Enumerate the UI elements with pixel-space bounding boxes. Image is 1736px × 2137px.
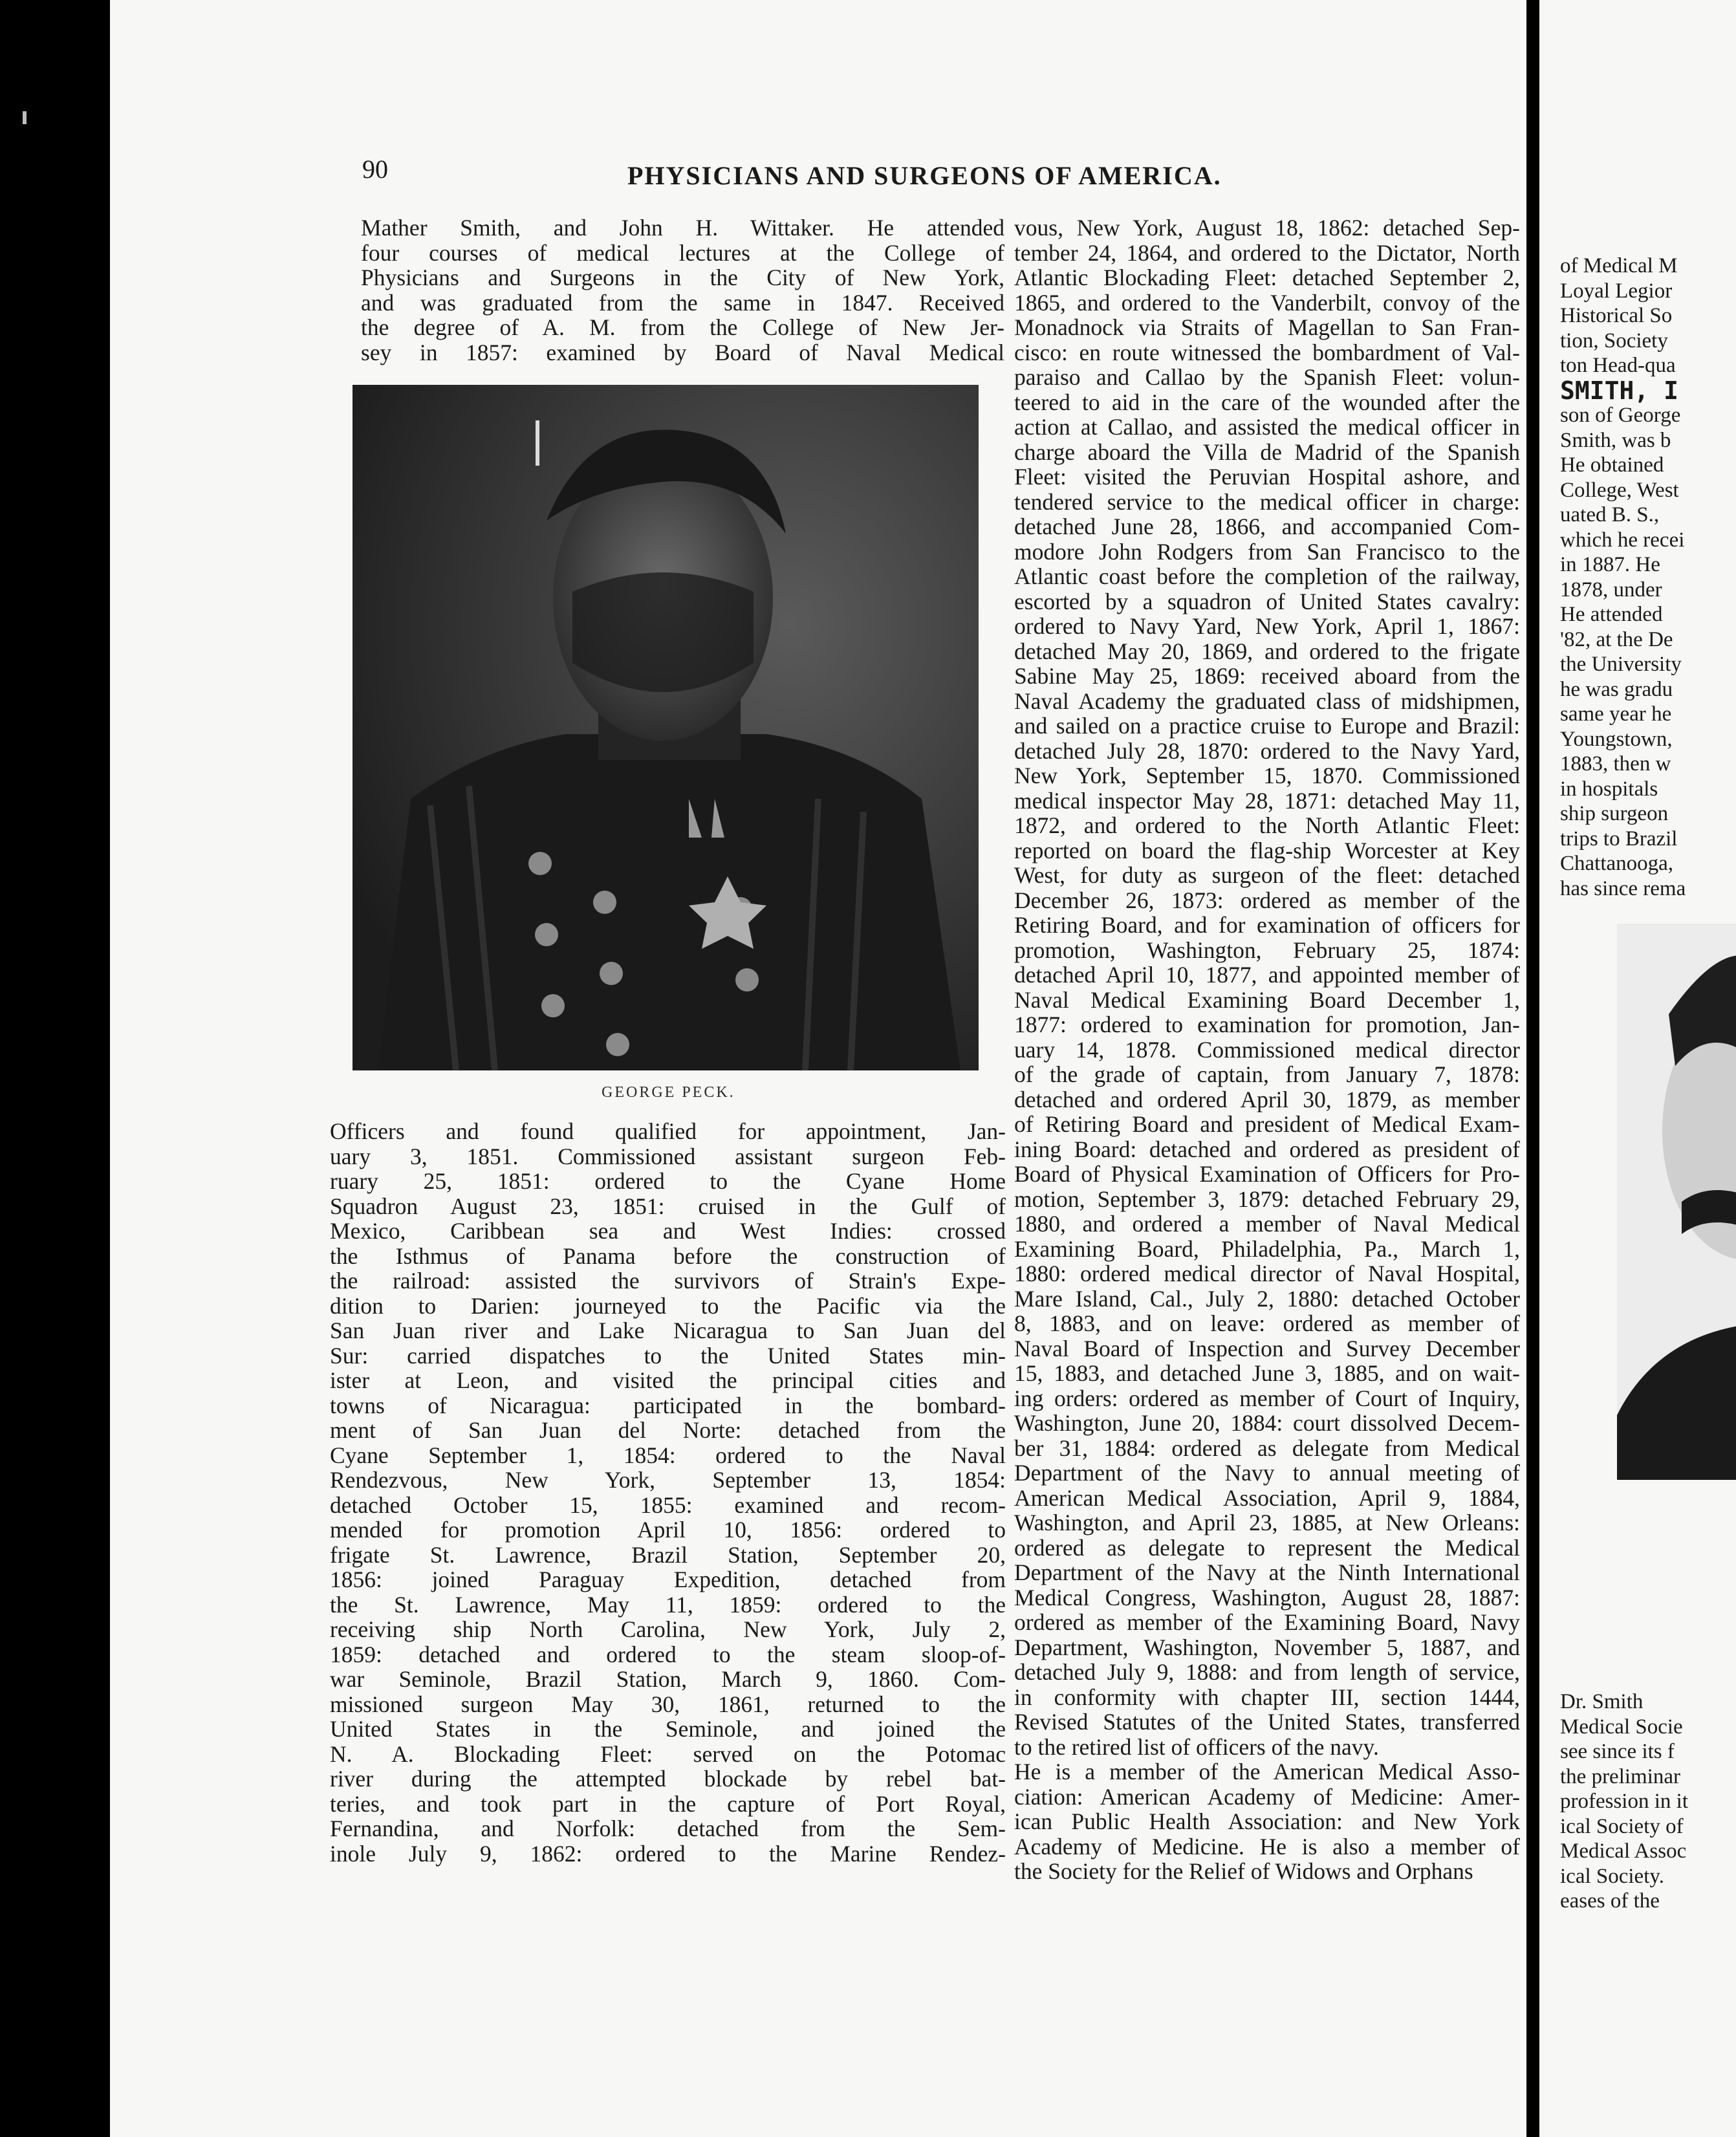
text-line: same year he (1560, 702, 1672, 726)
text-line: Retiring Board, and for examination of officers for (1014, 912, 1520, 938)
text-line: 1880, and ordered a member of Naval Medical (1014, 1211, 1520, 1237)
text-line: Washington, and April 23, 1885, at New Orleans: (1014, 1510, 1520, 1535)
text-line: which he recei (1560, 528, 1685, 552)
text-line: Dr. Smith (1560, 1690, 1644, 1713)
text-line: ican Public Health Association: and New York (1014, 1808, 1520, 1834)
text-line: Atlantic Blockading Fleet: detached September 2, (1014, 265, 1520, 290)
text-line: Naval Board of Inspection and Survey December (1014, 1335, 1520, 1361)
text-line: 1872, and ordered to the North Atlantic Fleet: (1014, 812, 1520, 838)
text-line: Officers and found qualified for appointment, Jan- (330, 1118, 1006, 1144)
text-line: sey in 1857: examined by Board of Naval Medical (361, 339, 1004, 365)
text-line: teered to aid in the care of the wounded after the (1014, 389, 1520, 415)
text-line: detached and ordered April 30, 1879, as member (1014, 1086, 1520, 1112)
text-line: motion, September 3, 1879: detached February 29, (1014, 1186, 1520, 1212)
text-line: ining Board: detached and ordered as president of (1014, 1136, 1520, 1162)
text-line: inole July 9, 1862: ordered to the Marine Rendez- (330, 1840, 1006, 1867)
text-line: 1859: detached and ordered to the steam sloop-of- (330, 1641, 1006, 1667)
text-line: of Medical M (1560, 254, 1678, 277)
text-line: ing orders: ordered as member of Court of Inquiry, (1014, 1385, 1520, 1411)
text-line: Cyane September 1, 1854: ordered to the Naval (330, 1442, 1006, 1468)
text-line: ordered as member of the Examining Board, Navy (1014, 1609, 1520, 1635)
left-column-top-text (361, 215, 1004, 365)
text-line: tendered service to the medical officer in charge: (1014, 488, 1520, 515)
text-line: and sailed on a practice cruise to Europe and Brazil: (1014, 713, 1520, 739)
text-line: the University (1560, 653, 1682, 676)
text-line: ment of San Juan del Norte: detached from the (330, 1417, 1006, 1443)
text-line: to the retired list of officers of the navy. (1014, 1733, 1379, 1760)
text-line: detached May 20, 1869, and ordered to the frigate (1014, 638, 1520, 664)
text-line: eases of the (1560, 1889, 1660, 1913)
text-line: Atlantic coast before the completion of the railway, (1014, 563, 1520, 589)
text-line: promotion, Washington, February 25, 1874: (1014, 937, 1520, 963)
text-line: detached June 28, 1866, and accompanied Com- (1014, 514, 1520, 539)
scan-margin-mark (23, 111, 27, 124)
text-line: 1865, and ordered to the Vanderbilt, convoy of the (1014, 289, 1520, 316)
text-line: action at Callao, and assisted the medical officer in (1014, 414, 1520, 440)
text-line: United States in the Seminole, and joined the (330, 1716, 1006, 1742)
text-line: in hospitals (1560, 777, 1658, 801)
text-line: ordered to Navy Yard, New York, April 1, 1867: (1014, 613, 1520, 639)
text-line: He attended (1560, 603, 1663, 626)
text-line: Mare Island, Cal., July 2, 1880: detached October (1014, 1285, 1520, 1312)
text-line: Physicians and Surgeons in the City of New York, (361, 265, 1004, 290)
text-line: reported on board the flag-ship Worcester at Key (1014, 837, 1520, 863)
text-line: 15, 1883, and detached June 3, 1885, and on wait- (1014, 1360, 1520, 1386)
text-line: modore John Rodgers from San Francisco to the (1014, 538, 1520, 565)
portrait-smith (1617, 924, 1736, 1480)
text-line: Department of the Navy to annual meeting of (1014, 1460, 1520, 1486)
text-line: Historical So (1560, 304, 1673, 327)
text-line: mended for promotion April 10, 1856: ordered to (330, 1517, 1006, 1543)
text-line: of the grade of captain, from January 7, 1878: (1014, 1061, 1520, 1087)
text-line: the St. Lawrence, May 11, 1859: ordered to the (330, 1591, 1006, 1618)
text-line: of Retiring Board and president of Medical Exam- (1014, 1111, 1520, 1137)
text-line: the Society for the Relief of Widows and Orphans (1014, 1858, 1473, 1884)
text-line: Medical Socie (1560, 1715, 1683, 1739)
text-line: Chattanooga, (1560, 852, 1674, 875)
text-line: San Juan river and Lake Nicaragua to San Juan del (330, 1318, 1006, 1343)
text-line: he was gradu (1560, 677, 1673, 701)
text-line: the degree of A. M. from the College of New Jer- (361, 314, 1004, 340)
text-line: He obtained (1560, 453, 1664, 477)
text-line: ciation: American Academy of Medicine: Amer- (1014, 1783, 1520, 1810)
text-line: Medical Assoc (1560, 1839, 1687, 1863)
text-line: charge aboard the Villa de Madrid of the Spanish (1014, 439, 1520, 465)
text-line: paraiso and Callao by the Spanish Fleet: volun- (1014, 364, 1520, 390)
text-line: ton Head-qua (1560, 354, 1676, 377)
text-line: Squadron August 23, 1851: cruised in the Gulf of (330, 1193, 1006, 1219)
text-line: river during the attempted blockade by rebel bat- (330, 1766, 1006, 1792)
text-line: the Isthmus of Panama before the construction of (330, 1242, 1006, 1269)
text-line: the railroad: assisted the survivors of Strain's Expe- (330, 1268, 1006, 1294)
text-line: detached October 15, 1855: examined and recom- (330, 1492, 1006, 1518)
text-line: SMITH, I (1560, 376, 1679, 405)
text-line: profession in it (1560, 1790, 1688, 1813)
text-line: Academy of Medicine. He is also a member of (1014, 1833, 1520, 1860)
text-line: 1883, then w (1560, 752, 1671, 776)
text-line: American Medical Association, April 9, 1884, (1014, 1484, 1520, 1511)
right-page (1539, 0, 1736, 2137)
left-page (110, 0, 1526, 2137)
text-line: medical inspector May 28, 1871: detached May 11, (1014, 787, 1520, 814)
middle-column-text (1014, 215, 1520, 1884)
page-number: 90 (362, 155, 388, 184)
text-line: teries, and took part in the capture of Port Royal, (330, 1790, 1006, 1817)
text-line: ber 31, 1884: ordered as delegate from Medical (1014, 1435, 1520, 1461)
text-line: cisco: en route witnessed the bombardment of Val- (1014, 339, 1520, 365)
text-line: tember 24, 1864, and ordered to the Dictator, North (1014, 239, 1520, 266)
text-line: Mather Smith, and John H. Wittaker. He attended (361, 215, 1004, 241)
text-line: Department, Washington, November 5, 1887, and (1014, 1634, 1520, 1660)
text-line: ruary 25, 1851: ordered to the Cyane Home (330, 1168, 1006, 1194)
text-line: Mexico, Caribbean sea and West Indies: crossed (330, 1218, 1006, 1244)
text-line: College, West (1560, 478, 1679, 502)
text-line: Fernandina, and Norfolk: detached from the Sem- (330, 1816, 1006, 1841)
text-line: December 26, 1873: ordered as member of the (1014, 887, 1520, 913)
text-line: Board of Physical Examination of Officers for Pro- (1014, 1161, 1520, 1187)
text-line: missioned surgeon May 30, 1861, returned to the (330, 1691, 1006, 1717)
running-head: PHYSICIANS AND SURGEONS OF AMERICA. (627, 161, 1222, 190)
text-line: uated B. S., (1560, 503, 1660, 526)
text-line: He is a member of the American Medical Asso- (1014, 1759, 1520, 1784)
text-line: N. A. Blockading Fleet: served on the Potomac (330, 1741, 1006, 1767)
text-line: Monadnock via Straits of Magellan to San Fran- (1014, 314, 1520, 340)
text-line: New York, September 15, 1870. Commissioned (1014, 763, 1520, 788)
text-line: Rendezvous, New York, September 13, 1854: (330, 1467, 1006, 1493)
text-line: vous, New York, August 18, 1862: detached Sep- (1014, 215, 1520, 241)
text-line: ical Society of (1560, 1814, 1684, 1838)
portrait-caption: GEORGE PECK. (602, 1084, 735, 1101)
text-line: ister at Leon, and visited the principal cities and (330, 1367, 1006, 1393)
text-line: 1877: ordered to examination for promotion, Jan- (1014, 1012, 1520, 1037)
text-line: '82, at the De (1560, 627, 1673, 651)
text-line: in conformity with chapter III, section 1444, (1014, 1684, 1520, 1710)
text-line: Loyal Legior (1560, 279, 1673, 303)
text-line: ordered as delegate to represent the Medical (1014, 1534, 1520, 1561)
text-line: Sur: carried dispatches to the United States min- (330, 1342, 1006, 1369)
text-line: Naval Academy the graduated class of midshipmen, (1014, 688, 1520, 714)
text-line: Smith, was b (1560, 428, 1671, 452)
text-line: uary 14, 1878. Commissioned medical director (1014, 1036, 1520, 1063)
text-line: has since rema (1560, 876, 1686, 900)
text-line: 1856: joined Paraguay Expedition, detached from (330, 1567, 1006, 1592)
text-line: Department of the Navy at the Ninth International (1014, 1559, 1520, 1585)
text-line: Washington, June 20, 1884: court dissolved Decem- (1014, 1410, 1520, 1436)
text-line: Examining Board, Philadelphia, Pa., March 1, (1014, 1235, 1520, 1262)
text-line: the preliminar (1560, 1764, 1681, 1788)
text-line: uary 3, 1851. Commissioned assistant surgeon Feb- (330, 1143, 1006, 1169)
text-line: ship surgeon (1560, 802, 1669, 825)
text-line: and was graduated from the same in 1847. Received (361, 289, 1004, 316)
text-line: 8, 1883, and on leave: ordered as member of (1014, 1310, 1520, 1336)
text-line: ical Society. (1560, 1864, 1664, 1888)
text-line: son of George (1560, 404, 1681, 427)
text-line: trips to Brazil (1560, 827, 1678, 851)
text-line: Fleet: visited the Peruvian Hospital ashore, and (1014, 464, 1520, 490)
text-line: four courses of medical lectures at the College of (361, 239, 1004, 266)
text-line: see since its f (1560, 1740, 1675, 1763)
text-line: Sabine May 25, 1869: received aboard from the (1014, 663, 1520, 689)
text-line: detached July 9, 1888: and from length of service, (1014, 1659, 1520, 1685)
text-line: escorted by a squadron of United States cavalry: (1014, 588, 1520, 614)
text-line: in 1887. He (1560, 553, 1660, 576)
text-line: detached July 28, 1870: ordered to the Navy Yard, (1014, 737, 1520, 764)
text-line: Medical Congress, Washington, August 28, 1887: (1014, 1584, 1520, 1611)
text-line: 1878, under (1560, 578, 1662, 602)
text-line: Revised Statutes of the United States, transferred (1014, 1709, 1520, 1735)
text-line: frigate St. Lawrence, Brazil Station, September 20, (330, 1541, 1006, 1568)
text-line: dition to Darien: journeyed to the Pacific via the (330, 1292, 1006, 1319)
text-line: Youngstown, (1560, 727, 1673, 751)
text-line: tion, Society (1560, 329, 1668, 353)
left-column-bottom-text (330, 1119, 1006, 1866)
text-line: receiving ship North Carolina, New York, July 2, (330, 1616, 1006, 1642)
text-line: war Seminole, Brazil Station, March 9, 1860. Com- (330, 1666, 1006, 1692)
text-line: towns of Nicaragua: participated in the bombard- (330, 1392, 1006, 1418)
text-line: detached April 10, 1877, and appointed member of (1014, 962, 1520, 988)
text-line: West, for duty as surgeon of the fleet: detached (1014, 862, 1520, 888)
text-line: 1880: ordered medical director of Naval Hospital, (1014, 1261, 1520, 1286)
text-line: Naval Medical Examining Board December 1, (1014, 986, 1520, 1013)
portrait-george-peck (353, 385, 979, 1070)
